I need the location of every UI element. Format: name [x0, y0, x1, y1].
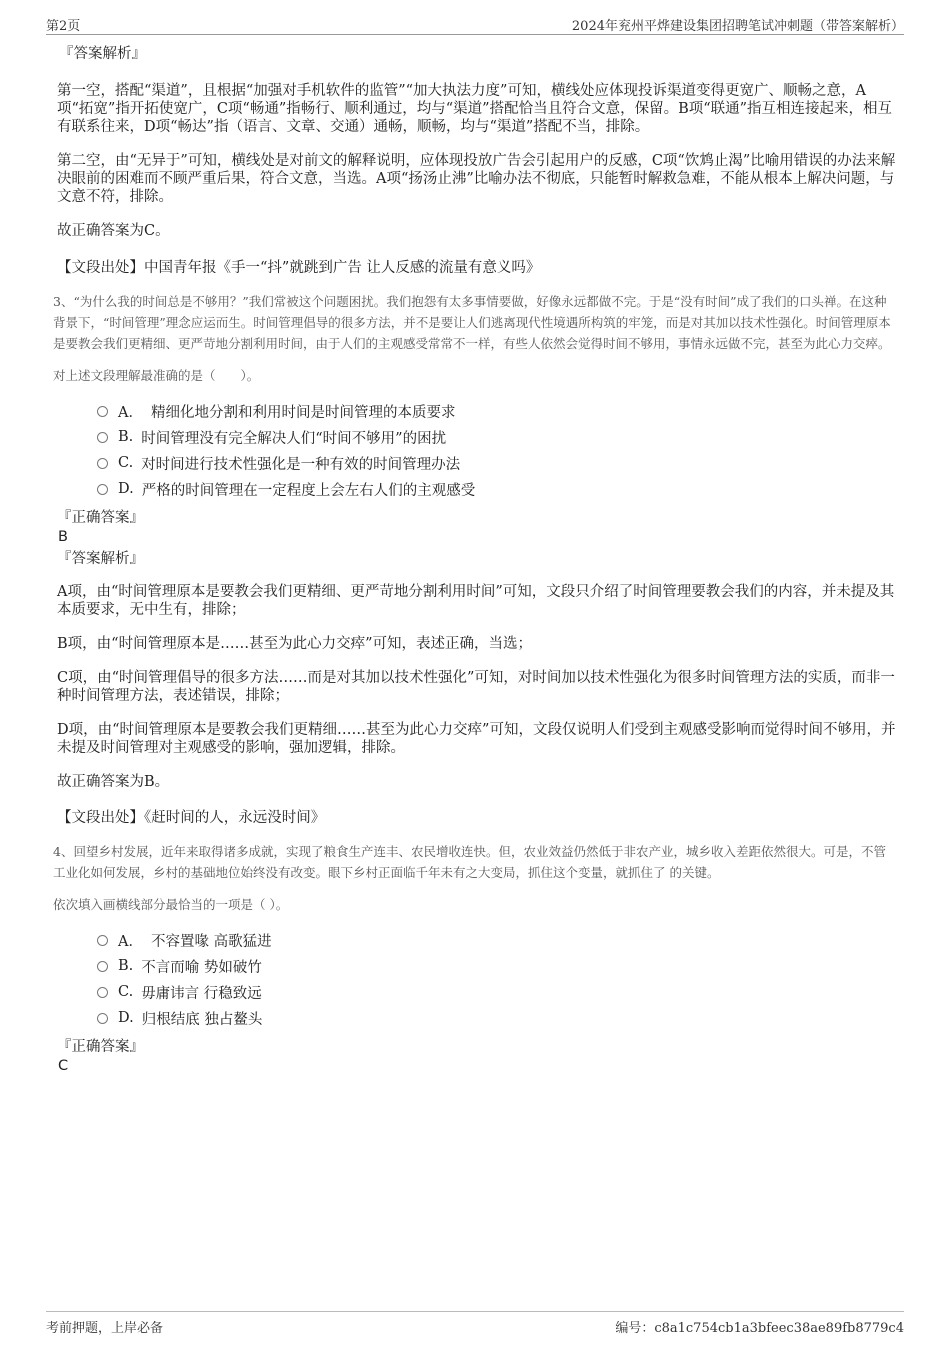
page-footer: [46, 1311, 904, 1337]
option-list: [57, 927, 897, 1031]
option-b[interactable]: B. 时间管理没有完全解决人们“时间不够用”的困扰: [97, 424, 897, 450]
radio-button[interactable]: [97, 458, 108, 469]
document-id: 编号：c8a1c754cb1a3bfeec38ae89fb8779c4: [615, 1320, 904, 1336]
analysis-paragraph: C项，由“时间管理倡导的很多方法……而是对其加以技术性强化”可知，对时间加以技术性强化为很多时间管理方法的实质，而非一种时间管理方法，表述错误，排除；: [57, 670, 895, 704]
source-citation: 【文段出处】《赶时间的人，永远没时间》: [57, 810, 326, 826]
question-prompt: 依次填入画横线部分最恰当的一项是（ ）。: [53, 897, 289, 912]
radio-button[interactable]: [97, 484, 108, 495]
document-title: 2024年兖州平烨建设集团招聘笔试冲刺题（带答案解析）: [571, 18, 904, 34]
question-stem: 3、“为什么我的时间总是不够用？”我们常被这个问题困扰。我们抱怨有太多事情要做，好像永远都做不完。于是“没有时间”成了我们的口头禅。在这种背景下，“时间管理”理念应运而生。时间管理倡导的很多方法，并不是要让人们逃离现代性境遇所构筑的牢笼，而是对其加以技术性强化。时间管理原本是要教会我们更精细、更严苛地分割利用时间，由于人们的主观感受常常不一样，有些人依然会觉得时间不够用，事情永远做不完，甚至为此心力交瘁。: [53, 294, 891, 351]
radio-button[interactable]: [97, 1013, 108, 1024]
conclusion: 故正确答案为C。: [57, 223, 170, 239]
radio-button[interactable]: [97, 406, 108, 417]
correct-answer: B: [58, 529, 68, 545]
radio-button[interactable]: [97, 432, 108, 443]
correct-answer: C: [58, 1058, 69, 1074]
analysis-paragraph: B项，由“时间管理原本是……甚至为此心力交瘁”可知，表述正确，当选；: [57, 636, 532, 652]
option-c[interactable]: C. 对时间进行技术性强化是一种有效的时间管理办法: [97, 450, 897, 476]
option-c[interactable]: C. 毋庸讳言 行稳致远: [97, 979, 897, 1005]
option-b[interactable]: B. 不言而喻 势如破竹: [97, 953, 897, 979]
option-list: [57, 398, 897, 502]
analysis-paragraph: 第二空，由“无异于”可知，横线处是对前文的解释说明，应体现投放广告会引起用户的反感，C项“饮鸩止渴”比喻用错误的办法来解决眼前的困难而不顾严重后果，符合文意，当选。A项“扬汤止沸”比喻办法不彻底，只能暂时解救急难，不能从根本上解决问题，与文意不符，排除。: [57, 153, 896, 205]
analysis-label: 『答案解析』: [59, 46, 146, 62]
page-content: [53, 44, 897, 1075]
radio-button[interactable]: [97, 935, 108, 946]
option-d[interactable]: D. 严格的时间管理在一定程度上会左右人们的主观感受: [97, 476, 897, 502]
analysis-label: 『答案解析』: [57, 551, 144, 567]
analysis-paragraph: D项，由“时间管理原本是要教会我们更精细……甚至为此心力交瘁”可知，文段仅说明人们受到主观感受影响而觉得时间不够用，并未提及时间管理对主观感受的影响，强加逻辑，排除。: [57, 722, 896, 756]
option-d[interactable]: D. 归根结底 独占鳌头: [97, 1005, 897, 1031]
radio-button[interactable]: [97, 961, 108, 972]
analysis-paragraph: 第一空，搭配“渠道”，且根据“加强对手机软件的监管”“加大执法力度”可知，横线处应体现投诉渠道变得更宽广、顺畅之意，A项“拓宽”指开拓使宽广，C项“畅通”指畅行、顺利通过，均与“渠道”搭配恰当且符合文意，保留。B项“联通”指互相连接起来，相互有联系往来，D项“畅达”指（语言、文章、交通）通畅，顺畅，均与“渠道”搭配不当，排除。: [57, 83, 893, 135]
page-header: [46, 14, 904, 35]
question-prompt: 对上述文段理解最准确的是（ ）。: [53, 368, 260, 383]
source-citation: 【文段出处】中国青年报《手一“抖”就跳到广告 让人反感的流量有意义吗》: [57, 260, 541, 276]
option-a[interactable]: A． 不容置喙 高歌猛进: [97, 927, 897, 953]
radio-button[interactable]: [97, 987, 108, 998]
page-number: 第2页: [46, 18, 81, 34]
analysis-paragraph: A项，由“时间管理原本是要教会我们更精细、更严苛地分割利用时间”可知，文段只介绍了时间管理要教会我们的内容，并未提及其本质要求，无中生有，排除；: [57, 584, 895, 618]
option-a[interactable]: A． 精细化地分割和利用时间是时间管理的本质要求: [97, 398, 897, 424]
conclusion: 故正确答案为B。: [57, 774, 170, 790]
correct-answer-label: 『正确答案』: [57, 1039, 144, 1055]
correct-answer-label: 『正确答案』: [57, 510, 144, 526]
footer-slogan: 考前押题，上岸必备: [46, 1320, 164, 1336]
question-stem: 4、回望乡村发展，近年来取得诸多成就，实现了粮食生产连丰、农民增收连快。但，农业效益仍然低于非农产业，城乡收入差距依然很大。可是，不管工业化如何发展，乡村的基础地位始终没有改变。眼下乡村正面临千年未有之大变局，抓住这个变量，就抓住了 的关键。: [53, 844, 886, 880]
